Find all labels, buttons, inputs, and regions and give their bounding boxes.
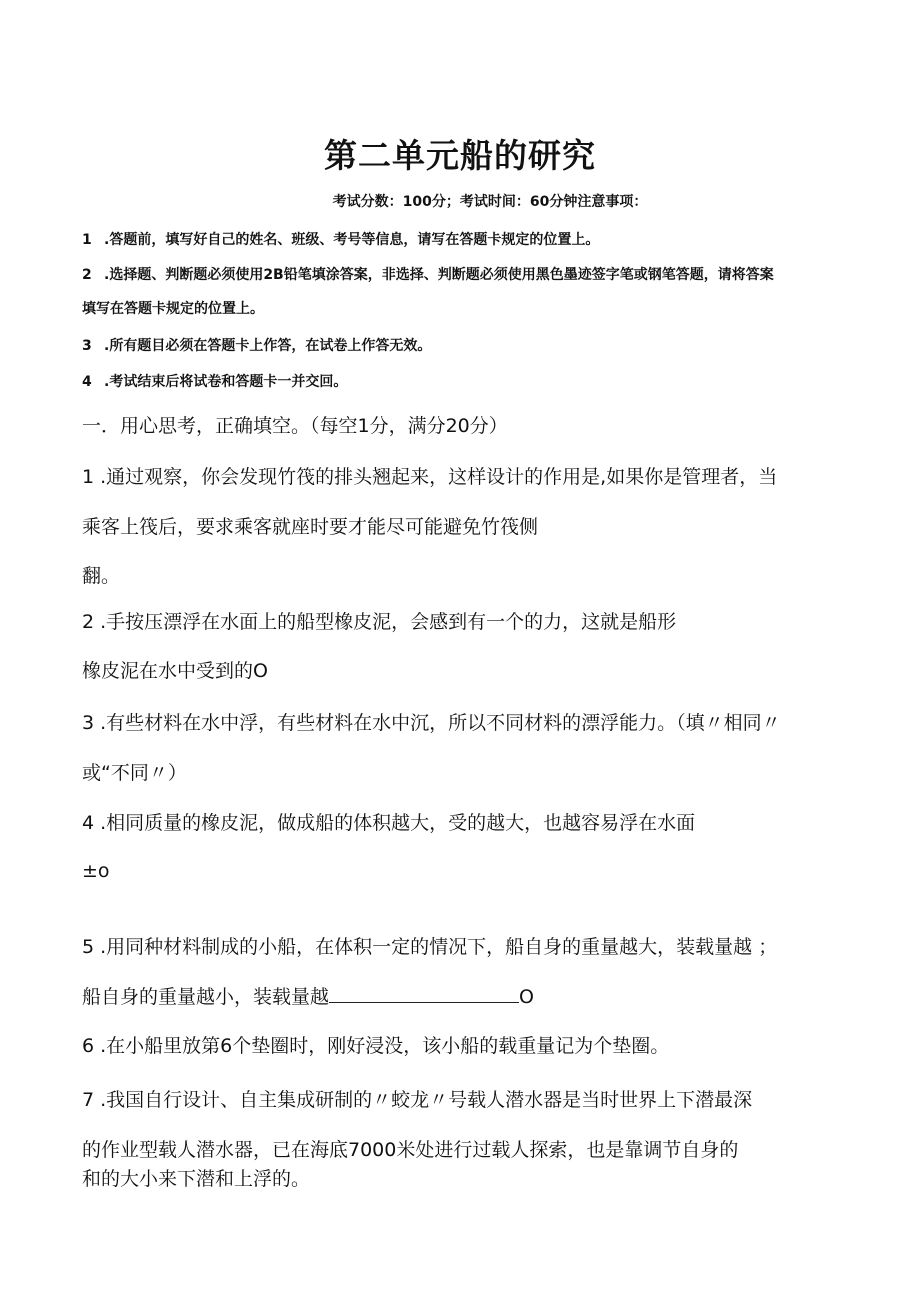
page-title: 第二单元船的研究 xyxy=(324,136,596,175)
question-2-line-1: 2 .手按压漂浮在水面上的船型橡皮泥，会感到有一个的力，这就是船形 xyxy=(82,611,677,633)
question-4-line-2: ±o xyxy=(82,860,110,882)
note-4 xyxy=(82,371,347,391)
note-text: .所有题目必须在答题卡上作答，在试卷上作答无效。 xyxy=(104,338,432,354)
note-number: 1 xyxy=(82,232,92,248)
question-3-line-2: 或“不同〃） xyxy=(82,762,187,784)
section-heading: 一．用心思考，正确填空。（每空1分，满分20分） xyxy=(82,415,508,437)
question-5-line-1: 5 .用同种材料制成的小船，在体积一定的情况下，船自身的重量越大，装载量越 ； xyxy=(82,936,778,958)
question-4-line-1: 4 .相同质量的橡皮泥，做成船的体积越大，受的越大，也越容易浮在水面 xyxy=(82,812,696,834)
note-text: .选择题、判断题必须使用2B铅笔填涂答案，非选择、判断题必须使用黑色墨迹签字笔或钢笔答题，请将答案 xyxy=(104,267,774,283)
question-1-line-1: 1 .通过观察，你会发现竹筏的排头翘起来，这样设计的作用是,如果你是管理者，当 xyxy=(82,466,778,488)
question-5-end: O xyxy=(519,986,534,1008)
note-number: 2 xyxy=(82,267,92,283)
note-number: 4 xyxy=(82,374,92,390)
question-3-line-1: 3 .有些材料在水中浮，有些材料在水中沉，所以不同材料的漂浮能力。（填〃相同〃 xyxy=(82,712,781,734)
note-text: .答题前，填写好自己的姓名、班级、考号等信息，请写在答题卡规定的位置上。 xyxy=(104,232,600,248)
note-2-continued xyxy=(82,298,264,318)
question-5-line-2 xyxy=(82,982,534,1009)
question-7-line-3: 和的大小来下潜和上浮的。 xyxy=(82,1168,311,1190)
note-1 xyxy=(82,229,599,249)
note-text: 填写在答题卡规定的位置上。 xyxy=(82,301,264,317)
question-1-line-3: 翻。 xyxy=(82,565,121,587)
question-5-text: 船自身的重量越小，装载量越 xyxy=(82,986,330,1008)
question-7-line-2: 的作业型载人潜水器，已在海底7000米处进行过载人探索，也是靠调节自身的 xyxy=(82,1139,739,1161)
question-7-line-1: 7 .我国自行设计、自主集成研制的〃蛟龙〃号载人潜水器是当时世界上下潜最深 xyxy=(82,1089,753,1111)
note-number: 3 xyxy=(82,338,92,354)
note-3 xyxy=(82,335,431,355)
exam-info: 考试分数：100分；考试时间：60分钟注意事项： xyxy=(332,194,648,210)
question-1-line-2: 乘客上筏后，要求乘客就座时要才能尽可能避免竹筏侧 xyxy=(82,516,539,538)
note-2 xyxy=(82,264,774,284)
note-text: .考试结束后将试卷和答题卡一并交回。 xyxy=(104,374,348,390)
question-2-line-2: 橡皮泥在水中受到的O xyxy=(82,660,268,682)
answer-blank[interactable] xyxy=(329,986,519,1003)
question-6-line-1: 6 .在小船里放第6个垫圈时，刚好浸没，该小船的载重量记为个垫圈。 xyxy=(82,1035,670,1057)
